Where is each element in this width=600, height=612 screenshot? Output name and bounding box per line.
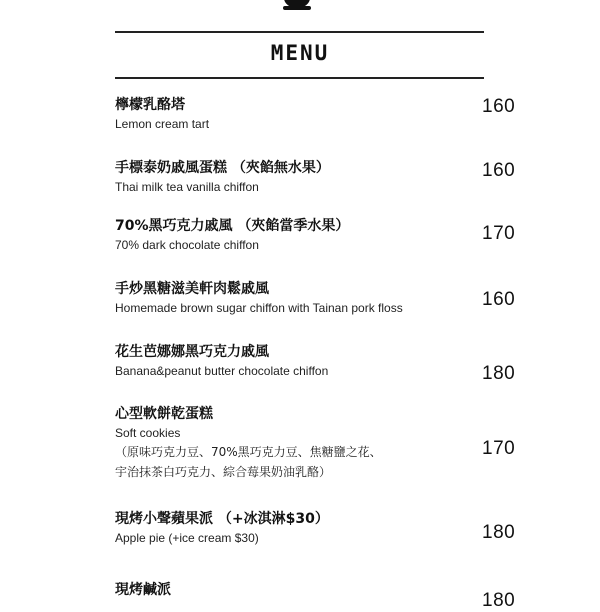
item-price: 180	[482, 522, 516, 543]
item-name-en: Homemade brown sugar chiffon with Tainan pork floss	[115, 301, 403, 315]
menu-item-pork-floss-chiffon	[115, 279, 515, 317]
item-price: 160	[482, 289, 516, 310]
item-name-en: 70% dark chocolate chiffon	[115, 238, 259, 252]
item-name-zh: 手標泰奶戚風蛋糕 （夾餡無水果）	[115, 160, 330, 176]
item-price: 160	[482, 96, 516, 117]
item-note: 宇治抹茶白巧克力、綜合莓果奶油乳酪）	[115, 465, 332, 479]
menu-item-dark-chocolate-chiffon	[115, 216, 515, 254]
item-name-zh: 心型軟餅乾蛋糕	[115, 406, 213, 422]
item-name-en: Lemon cream tart	[115, 117, 210, 131]
bottom-divider	[115, 77, 484, 79]
menu-item-lemon-tart	[115, 95, 515, 133]
item-note: （原味巧克力豆、70%黑巧克力豆、焦糖鹽之花、	[115, 445, 382, 459]
item-name-en: Apple pie (+ice cream $30)	[115, 531, 259, 545]
item-name-zh: 花生芭娜娜黑巧克力戚風	[115, 344, 269, 360]
item-name-zh: 檸檬乳酪塔	[115, 97, 185, 113]
menu-item-apple-pie	[115, 509, 515, 547]
item-name-en: Thai milk tea vanilla chiffon	[115, 180, 259, 194]
item-name-en: Banana&peanut butter chocolate chiffon	[115, 364, 329, 378]
item-price: 170	[482, 438, 516, 459]
menu-item-thai-tea-chiffon	[115, 158, 515, 196]
menu-item-soft-cookies	[115, 404, 515, 482]
item-price: 160	[482, 160, 516, 181]
menu-title: MENU	[270, 41, 330, 65]
top-divider	[115, 31, 484, 33]
item-name-zh: 現烤鹹派	[115, 582, 171, 598]
menu-item-banana-peanut-chiffon	[115, 342, 515, 380]
item-price: 180	[482, 590, 516, 611]
item-price: 170	[482, 223, 516, 244]
item-name-en: Soft cookies	[115, 426, 181, 440]
menu-item-savory-pie	[115, 580, 515, 600]
cup-icon	[279, 0, 315, 12]
item-name-zh: 手炒黑糖滋美軒肉鬆戚風	[115, 281, 269, 297]
item-price: 180	[482, 363, 516, 384]
item-name-zh: 現烤小聲蘋果派 （+冰淇淋$30）	[115, 511, 329, 527]
item-name-zh: 70%黑巧克力戚風 （夾餡當季水果）	[115, 218, 350, 234]
